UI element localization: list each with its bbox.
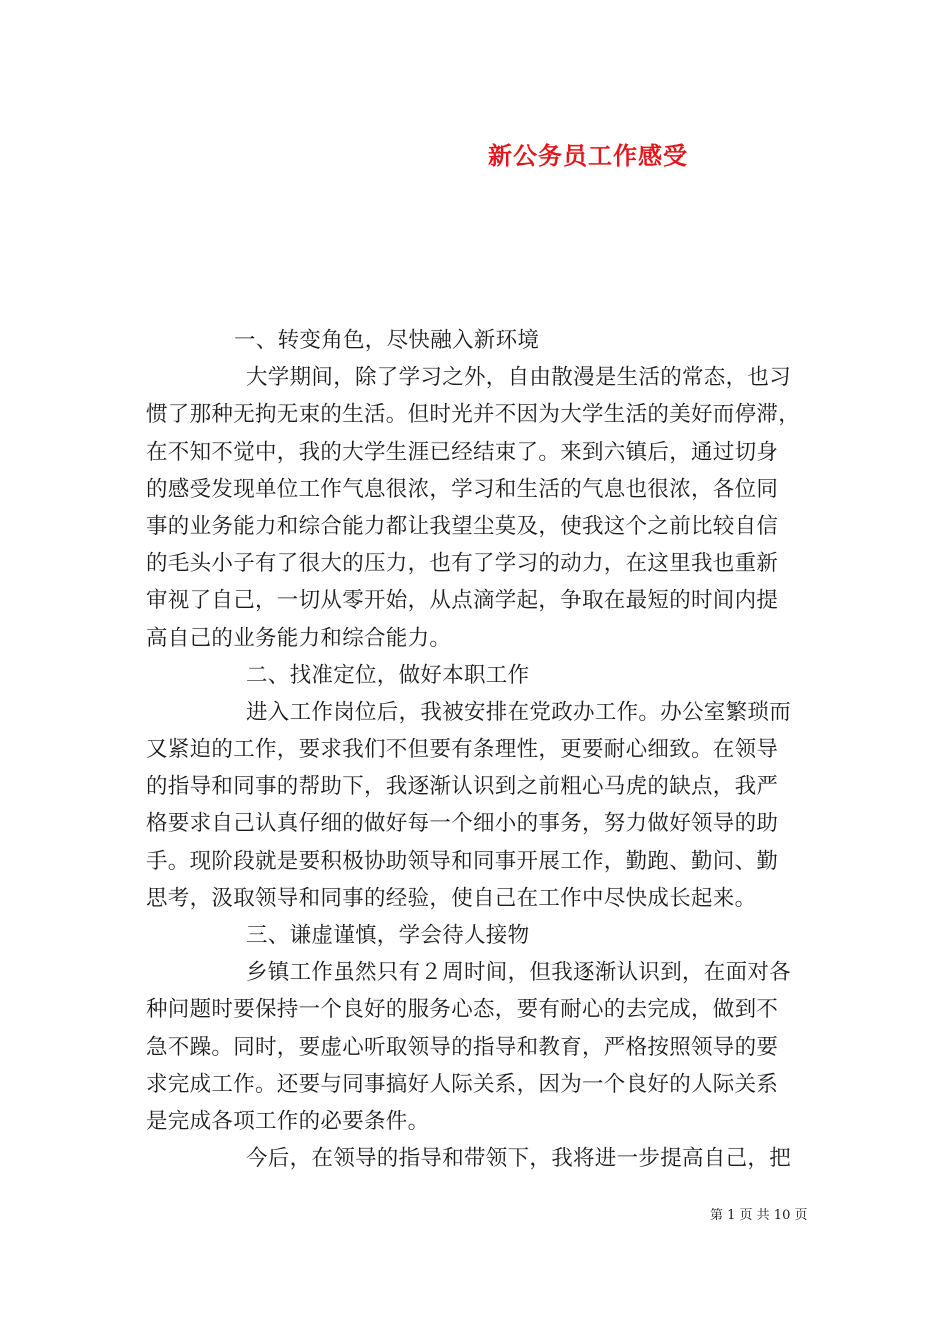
paragraph-line: 的毛头小子有了很大的压力，也有了学习的动力，在这里我也重新 (146, 551, 779, 577)
section-heading-1: 一、转变角色，尽快融入新环境 (234, 328, 540, 353)
paragraph-line: 种问题时要保持一个良好的服务心态，要有耐心的去完成，做到不 (146, 997, 779, 1023)
paragraph-line: 求完成工作。还要与同事搞好人际关系，因为一个良好的人际关系 (146, 1071, 779, 1097)
paragraph-line: 高自己的业务能力和综合能力。 (146, 625, 452, 651)
paragraph-line: 进入工作岗位后，我被安排在党政办工作。办公室繁琐而 (246, 699, 792, 725)
paragraph-line: 在不知不觉中，我的大学生涯已经结束了。来到六镇后，通过切身 (146, 439, 779, 465)
document-body (146, 322, 810, 1177)
paragraph-line: 今后，在领导的指导和带领下，我将进一步提高自己，把 (246, 1146, 792, 1172)
paragraph-line: 的感受发现单位工作气息很浓，学习和生活的气息也很浓，各位同 (146, 476, 779, 502)
section-heading-3: 三、谦虚谨慎，学会待人接物 (246, 923, 530, 948)
paragraph-line: 是完成各项工作的必要条件。 (146, 1108, 430, 1134)
paragraph-line: 急不躁。同时，要虚心听取领导的指导和教育，严格按照领导的要 (146, 1034, 779, 1060)
paragraph-line: 格要求自己认真仔细的做好每一个细小的事务，努力做好领导的助 (146, 811, 779, 837)
paragraph-line: 大学期间，除了学习之外，自由散漫是生活的常态，也习 (246, 365, 792, 391)
paragraph-line: 事的业务能力和综合能力都让我望尘莫及，使我这个之前比较自信 (146, 513, 779, 539)
document-title: 新公务员工作感受 (488, 141, 688, 170)
paragraph-line: 思考，汲取领导和同事的经验，使自己在工作中尽快成长起来。 (146, 885, 757, 911)
paragraph-line: 又紧迫的工作，要求我们不但要有条理性，更要耐心细致。在领导 (146, 737, 779, 763)
page-number: 第 1 页 共 10 页 (710, 1208, 808, 1223)
paragraph-line: 审视了自己，一切从零开始，从点滴学起，争取在最短的时间内提 (146, 588, 779, 614)
paragraph-line: 手。现阶段就是要积极协助领导和同事开展工作，勤跑、勤问、勤 (146, 848, 779, 874)
section-heading-2: 二、找准定位，做好本职工作 (246, 662, 530, 688)
paragraph-line: 的指导和同事的帮助下，我逐渐认识到之前粗心马虎的缺点，我严 (146, 774, 779, 800)
paragraph-line: 惯了那种无拘无束的生活。但时光并不因为大学生活的美好而停滞， (146, 402, 801, 428)
paragraph-line: 乡镇工作虽然只有２周时间，但我逐渐认识到，在面对各 (246, 960, 792, 986)
